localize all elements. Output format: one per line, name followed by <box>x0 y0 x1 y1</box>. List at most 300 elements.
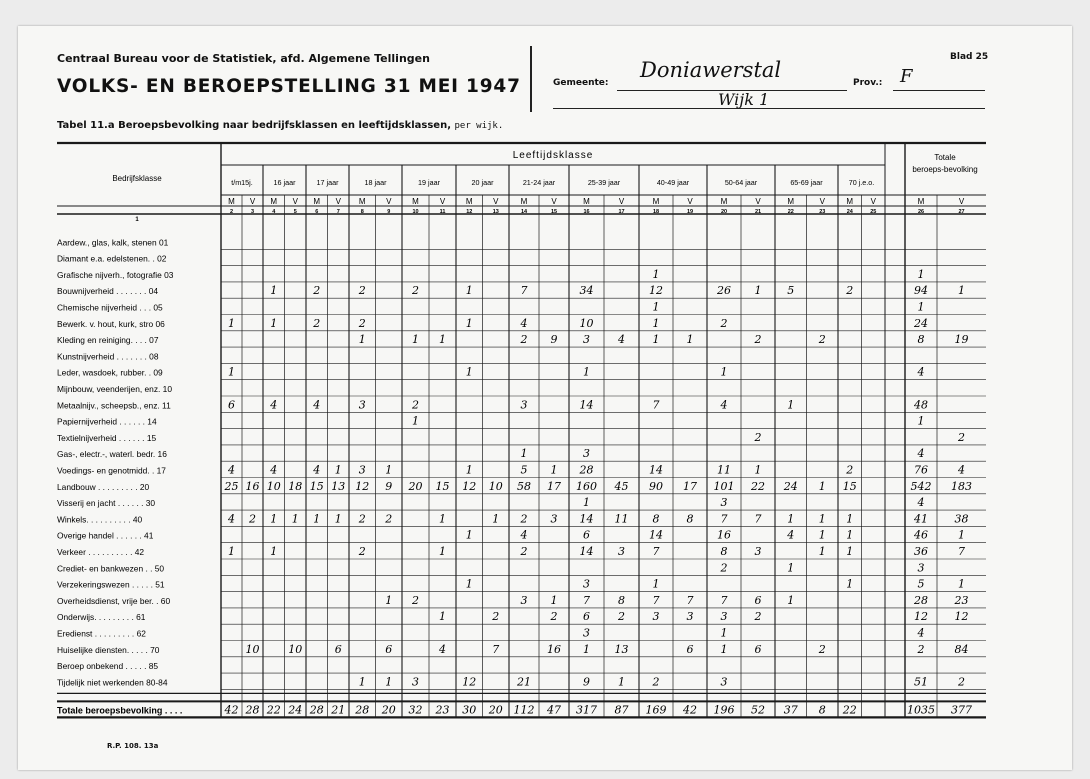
table-cell: 160 <box>576 479 597 493</box>
table-cell: 1 <box>958 528 965 542</box>
age-group-header: 17 jaar <box>316 178 339 187</box>
total-cell: 196 <box>713 703 735 717</box>
table-cell: 90 <box>649 479 663 493</box>
sex-label: M <box>720 197 728 206</box>
table-cell: 1 <box>618 675 625 689</box>
table-cell: 2 <box>618 610 625 624</box>
table-cell: 1 <box>412 333 419 347</box>
total-cell: 28 <box>309 703 324 717</box>
column-number: 1 <box>135 217 139 223</box>
table-cell: 2 <box>385 512 393 526</box>
table-cell: 1 <box>652 267 660 281</box>
table-cell: 14 <box>579 512 594 526</box>
table-cell: 2 <box>720 561 728 575</box>
table-cell: 2 <box>720 316 728 330</box>
table-cell: 6 <box>334 642 342 656</box>
table-cell: 1 <box>917 414 925 428</box>
total-cell: 52 <box>751 703 765 717</box>
table-cell: 1 <box>334 463 342 477</box>
row-label: Gas-, electr.-, waterl. bedr. 16 <box>57 449 167 460</box>
table-cell: 3 <box>618 545 625 558</box>
table-cell: 15 <box>309 479 324 493</box>
table-cell: 7 <box>520 284 528 298</box>
table-cell: 2 <box>917 642 925 656</box>
total-row-label: Totale beroepsbevolking . . . . <box>57 705 183 716</box>
table-cell: 2 <box>313 284 321 298</box>
table-cell: 1 <box>787 593 795 607</box>
sex-label: M <box>412 197 419 206</box>
table-cell: 1 <box>412 414 419 428</box>
column-number: 15 <box>550 209 558 215</box>
total-cell: 317 <box>576 703 597 717</box>
table-cell: 28 <box>579 463 594 477</box>
column-number: 26 <box>917 209 925 215</box>
table-cell: 1 <box>846 512 854 526</box>
table-cell: 14 <box>579 545 594 558</box>
table-cell: 7 <box>583 593 590 607</box>
table-cell: 94 <box>914 284 928 298</box>
table-cell: 10 <box>245 642 260 656</box>
table-cell: 3 <box>358 463 366 477</box>
table-cell: 18 <box>288 479 303 493</box>
table-cell: 58 <box>517 479 531 493</box>
row-label: Beroep onbekend . . . . . 85 <box>57 661 159 672</box>
table-cell: 3 <box>520 593 528 607</box>
table-cell: 7 <box>652 593 660 607</box>
table-cell: 1 <box>583 496 590 510</box>
table-cell: 4 <box>917 626 925 640</box>
table-cell: 2 <box>520 512 528 526</box>
table-cell: 9 <box>583 675 590 689</box>
form-title: VOLKS- EN BEROEPSTELLING 31 MEI 1947 <box>57 76 521 97</box>
table-cell: 4 <box>439 642 446 656</box>
sex-label: M <box>270 197 278 206</box>
row-label: Overheidsdienst, vrije ber. . 60 <box>57 595 171 606</box>
table-cell: 4 <box>917 365 925 379</box>
column-number: 13 <box>492 209 499 215</box>
table-cell: 1 <box>652 316 660 330</box>
table-cell: 4 <box>520 316 528 330</box>
table-cell: 1 <box>958 577 965 591</box>
table-cell: 8 <box>686 512 694 526</box>
sex-label: V <box>439 197 446 206</box>
table-cell: 3 <box>412 675 419 689</box>
table-title-text: Tabel 11.a Beroepsbevolking naar bedrijfsklassen en leeftijdsklassen, <box>57 120 451 131</box>
total-cell: 37 <box>783 703 798 717</box>
table-cell: 1 <box>818 479 826 493</box>
row-label: Crediet- en bankwezen . . 50 <box>57 563 165 574</box>
row-label: Leder, wasdoek, rubber. . 09 <box>57 367 163 378</box>
table-cell: 1 <box>686 333 694 347</box>
table-cell: 1 <box>228 316 235 330</box>
table-cell: 101 <box>713 479 735 493</box>
row-label: Grafische nijverh., fotografie 03 <box>57 269 174 280</box>
age-group-header: t/m15j. <box>231 178 253 187</box>
table-cell: 6 <box>754 593 762 607</box>
table-cell: 14 <box>649 463 663 477</box>
sheet-number: Blad 25 <box>950 52 989 62</box>
table-cell: 2 <box>358 545 366 558</box>
table-cell: 1 <box>291 512 299 526</box>
column-number: 19 <box>686 209 694 215</box>
row-label: Textielnijverheid . . . . . . 15 <box>57 432 157 443</box>
table-cell: 5 <box>917 577 925 591</box>
column-number: 7 <box>336 209 340 215</box>
table-cell: 6 <box>583 528 590 542</box>
table-cell: 1 <box>787 512 795 526</box>
row-label: Metaalnijv., scheepsb., enz. 11 <box>57 400 171 411</box>
table-cell: 1 <box>720 365 728 379</box>
wijk-value[interactable]: Wijk 1 <box>718 90 770 109</box>
table-cell: 19 <box>954 333 969 347</box>
table-cell: 1 <box>439 333 446 347</box>
row-label: Voedings- en genotmidd. . 17 <box>57 465 166 476</box>
sex-label: V <box>958 197 965 206</box>
table-cell: 2 <box>520 545 528 558</box>
table-cell: 2 <box>754 610 762 624</box>
table-cell: 46 <box>914 528 928 542</box>
table-cell: 6 <box>686 642 694 656</box>
table-cell: 15 <box>435 479 450 493</box>
table-cell: 10 <box>488 479 503 493</box>
age-group-header: 16 jaar <box>273 178 296 187</box>
row-label: Aardew., glas, kalk, stenen 01 <box>57 237 169 248</box>
table-cell: 4 <box>520 528 528 542</box>
table-cell: 8 <box>652 512 660 526</box>
table-cell: 6 <box>583 610 590 624</box>
sex-label: M <box>787 197 795 206</box>
total-cell: 377 <box>951 703 972 717</box>
table-cell: 10 <box>288 642 303 656</box>
table-cell: 1 <box>465 365 473 379</box>
total-header-line1: Totale <box>934 153 956 162</box>
total-cell: 112 <box>513 703 535 717</box>
column-number: 14 <box>520 209 528 215</box>
table-cell: 1 <box>439 545 446 558</box>
table-cell: 12 <box>914 610 928 624</box>
table-cell: 1 <box>652 300 660 314</box>
table-cell: 1 <box>583 365 590 379</box>
sex-label: M <box>583 197 590 206</box>
table-cell: 1 <box>787 398 795 412</box>
table-cell: 1 <box>583 642 590 656</box>
table-cell: 48 <box>914 398 928 412</box>
table-cell: 4 <box>270 398 278 412</box>
total-cell: 30 <box>462 703 477 717</box>
table-cell: 4 <box>313 463 321 477</box>
table-cell: 4 <box>958 463 965 477</box>
table-cell: 2 <box>520 333 528 347</box>
row-label: Landbouw . . . . . . . . . 20 <box>57 481 150 492</box>
table-cell: 7 <box>686 593 694 607</box>
age-group-header: 19 jaar <box>418 178 440 187</box>
total-cell: 20 <box>381 703 396 717</box>
sex-label: V <box>755 197 761 206</box>
table-cell: 3 <box>720 675 728 689</box>
table-cell: 1 <box>787 561 795 575</box>
table-cell: 1 <box>720 626 728 640</box>
table-cell: 1 <box>492 512 500 526</box>
total-cell: 24 <box>288 703 303 717</box>
table-cell: 4 <box>917 447 925 461</box>
table-cell: 36 <box>914 545 928 558</box>
table-cell: 1 <box>550 593 558 607</box>
total-cell: 1035 <box>907 703 935 717</box>
column-number: 16 <box>583 209 590 215</box>
table-cell: 12 <box>355 479 370 493</box>
table-cell: 1 <box>270 512 278 526</box>
table-cell: 3 <box>583 333 590 347</box>
table-cell: 17 <box>683 479 697 493</box>
table-cell: 1 <box>818 545 826 558</box>
table-cell: 8 <box>618 593 625 607</box>
table-cell: 24 <box>783 479 798 493</box>
form-code: R.P. 108. 13a <box>107 742 159 750</box>
column-number: 24 <box>846 209 853 215</box>
table-cell: 28 <box>914 593 928 607</box>
table-cell: 1 <box>720 642 728 656</box>
row-label: Visserij en jacht . . . . . . 30 <box>57 498 156 509</box>
table-cell: 1 <box>846 545 854 558</box>
table-cell: 3 <box>720 496 728 510</box>
sex-label: V <box>870 197 876 206</box>
table-cell: 3 <box>686 610 694 624</box>
table-cell: 12 <box>462 675 477 689</box>
total-cell: 47 <box>547 703 561 717</box>
table-cell: 1 <box>270 545 278 558</box>
column-number: 18 <box>652 209 660 215</box>
table-cell: 2 <box>754 333 762 347</box>
table-cell: 2 <box>846 284 854 298</box>
table-cell: 4 <box>228 512 235 526</box>
table-cell: 2 <box>818 333 826 347</box>
total-cell: 22 <box>266 703 281 717</box>
table-cell: 20 <box>408 479 423 493</box>
table-cell: 1 <box>313 512 321 526</box>
table-cell: 2 <box>412 398 419 412</box>
table-cell: 4 <box>787 528 795 542</box>
table-cell: 2 <box>550 610 558 624</box>
table-cell: 1 <box>818 512 826 526</box>
table-cell: 6 <box>754 642 762 656</box>
table-cell: 7 <box>492 642 500 656</box>
total-cell: 21 <box>331 703 346 717</box>
gemeente-label: Gemeente: <box>553 78 609 88</box>
row-label: Overige handel . . . . . . 41 <box>57 530 154 541</box>
table-cell: 12 <box>649 284 663 298</box>
prov-label: Prov.: <box>853 78 883 88</box>
table-cell: 1 <box>334 512 342 526</box>
table-cell: 11 <box>717 463 731 477</box>
table-cell: 1 <box>754 463 762 477</box>
table-cell: 13 <box>614 642 629 656</box>
table-cell: 3 <box>583 577 590 591</box>
table-cell: 1 <box>358 675 366 689</box>
age-group-header: 40-49 jaar <box>656 178 690 187</box>
table-cell: 2 <box>818 642 826 656</box>
column-number: 9 <box>387 209 391 215</box>
table-cell: 2 <box>412 593 419 607</box>
prov-value[interactable]: F <box>900 66 913 87</box>
table-cell: 1 <box>465 577 473 591</box>
column-number: 6 <box>315 209 319 215</box>
sex-label: V <box>335 197 341 206</box>
sex-label: V <box>618 197 625 206</box>
table-cell: 21 <box>517 675 531 689</box>
table-cell: 2 <box>492 610 500 624</box>
table-cell: 7 <box>652 545 660 558</box>
table-cell: 1 <box>818 528 826 542</box>
column-number: 23 <box>819 209 826 215</box>
table-cell: 5 <box>787 284 795 298</box>
row-label: Huiselijke diensten. . . . . 70 <box>57 644 160 655</box>
table-cell: 2 <box>412 284 419 298</box>
table-cell: 1 <box>846 577 854 591</box>
table-cell: 45 <box>614 479 629 493</box>
row-label: Bewerk. v. hout, kurk, stro 06 <box>57 318 165 329</box>
table-cell: 7 <box>652 398 660 412</box>
table-cell: 9 <box>385 479 393 493</box>
total-cell: 23 <box>435 703 450 717</box>
column-number: 8 <box>360 209 364 215</box>
table-cell: 2 <box>313 316 321 330</box>
table-cell: 183 <box>951 479 972 493</box>
table-cell: 1 <box>465 528 473 542</box>
table-cell: 7 <box>720 593 728 607</box>
table-cell: 7 <box>720 512 728 526</box>
table-cell: 9 <box>550 333 558 347</box>
total-cell: 169 <box>645 703 667 717</box>
table-cell: 4 <box>228 463 235 477</box>
column-number: 21 <box>754 209 762 215</box>
table-cell: 3 <box>652 610 660 624</box>
table-cell: 1 <box>439 512 446 526</box>
table-cell: 1 <box>754 284 762 298</box>
table-cell: 1 <box>958 284 965 298</box>
table-cell: 2 <box>358 316 366 330</box>
row-label: Onderwijs. . . . . . . . . 61 <box>57 612 146 623</box>
table-cell: 17 <box>547 479 561 493</box>
table-title-suffix: per wijk. <box>454 121 504 131</box>
row-label: Diamant e.a. edelstenen. . 02 <box>57 253 167 264</box>
table-cell: 1 <box>465 284 473 298</box>
table-cell: 24 <box>914 316 928 330</box>
sex-label: V <box>249 197 256 206</box>
table-cell: 8 <box>917 333 925 347</box>
table-cell: 1 <box>270 316 278 330</box>
row-label: Bouwnijverheid . . . . . . . 04 <box>57 286 159 297</box>
leeftijdsklasse-header: Leeftijdsklasse <box>512 150 594 161</box>
table-cell: 22 <box>751 479 765 493</box>
table-cell: 1 <box>385 463 393 477</box>
sex-label: M <box>917 197 925 206</box>
column-number: 22 <box>787 209 794 215</box>
bedrijfsklasse-header: Bedrijfsklasse <box>112 174 162 183</box>
sex-label: V <box>819 197 825 206</box>
table-cell: 25 <box>224 479 239 493</box>
table-cell: 1 <box>439 610 446 624</box>
table-cell: 41 <box>914 512 928 526</box>
column-number: 25 <box>870 209 877 215</box>
sex-label: V <box>292 197 298 206</box>
total-cell: 22 <box>842 703 857 717</box>
total-cell: 20 <box>488 703 503 717</box>
sex-label: M <box>228 197 235 206</box>
column-number: 27 <box>958 209 965 215</box>
table-cell: 2 <box>754 430 762 444</box>
table-cell: 16 <box>245 479 260 493</box>
table-cell: 1 <box>917 300 925 314</box>
row-label: Kunstnijverheid . . . . . . . 08 <box>57 351 159 362</box>
table-cell: 1 <box>652 577 660 591</box>
table-cell: 15 <box>842 479 857 493</box>
sex-label: V <box>551 197 557 206</box>
table-cell: 4 <box>720 398 728 412</box>
table-cell: 2 <box>846 463 854 477</box>
sex-label: M <box>465 197 473 206</box>
column-number: 4 <box>272 209 276 215</box>
table-cell: 3 <box>720 610 728 624</box>
sex-label: V <box>687 197 693 206</box>
table-cell: 2 <box>249 512 256 526</box>
sex-label: M <box>358 197 366 206</box>
table-cell: 1 <box>228 365 235 379</box>
table-cell: 26 <box>717 284 731 298</box>
age-group-header: 20 jaar <box>471 178 494 187</box>
table-cell: 1 <box>465 316 473 330</box>
table-cell: 1 <box>270 284 278 298</box>
table-cell: 84 <box>954 642 969 656</box>
column-number: 10 <box>412 209 419 215</box>
total-cell: 32 <box>408 703 423 717</box>
table-cell: 11 <box>614 512 629 526</box>
row-label: Eredienst . . . . . . . . . 62 <box>57 628 146 639</box>
table-cell: 7 <box>958 545 965 558</box>
column-number: 5 <box>293 209 297 215</box>
age-group-header: 25-39 jaar <box>587 178 621 187</box>
sex-label: M <box>652 197 660 206</box>
table-cell: 542 <box>910 479 932 493</box>
gemeente-value[interactable]: Doniawerstal <box>640 58 782 82</box>
table-cell: 8 <box>720 545 728 558</box>
table-cell: 1 <box>385 593 393 607</box>
table-cell: 3 <box>917 561 925 575</box>
table-cell: 7 <box>754 512 762 526</box>
table-cell: 3 <box>754 545 762 558</box>
row-label: Verkeer . . . . . . . . . . 42 <box>57 547 145 557</box>
column-number: 17 <box>618 209 625 215</box>
table-cell: 3 <box>550 512 558 526</box>
organization-name: Centraal Bureau voor de Statistiek, afd. Algemene Tellingen <box>57 52 430 65</box>
age-group-header: 70 j.e.o. <box>848 178 875 187</box>
table-cell: 1 <box>652 333 660 347</box>
table-cell: 16 <box>717 528 731 542</box>
row-label: Mijnbouw, veenderijen, enz. 10 <box>57 384 172 394</box>
sex-label: M <box>313 197 321 206</box>
row-label: Tijdelijk niet werkenden 80-84 <box>57 677 168 688</box>
total-cell: 42 <box>224 703 239 717</box>
column-number: 3 <box>250 209 255 215</box>
table-cell: 4 <box>270 463 278 477</box>
table-cell: 2 <box>358 512 366 526</box>
table-cell: 2 <box>958 675 965 689</box>
total-header-line2: beroeps-bevolking <box>912 165 978 174</box>
table-cell: 13 <box>331 479 346 493</box>
sex-label: V <box>493 197 499 206</box>
total-cell: 87 <box>614 703 629 717</box>
table-cell: 4 <box>917 496 925 510</box>
row-label: Verzekeringswezen . . . . . 51 <box>57 579 165 590</box>
